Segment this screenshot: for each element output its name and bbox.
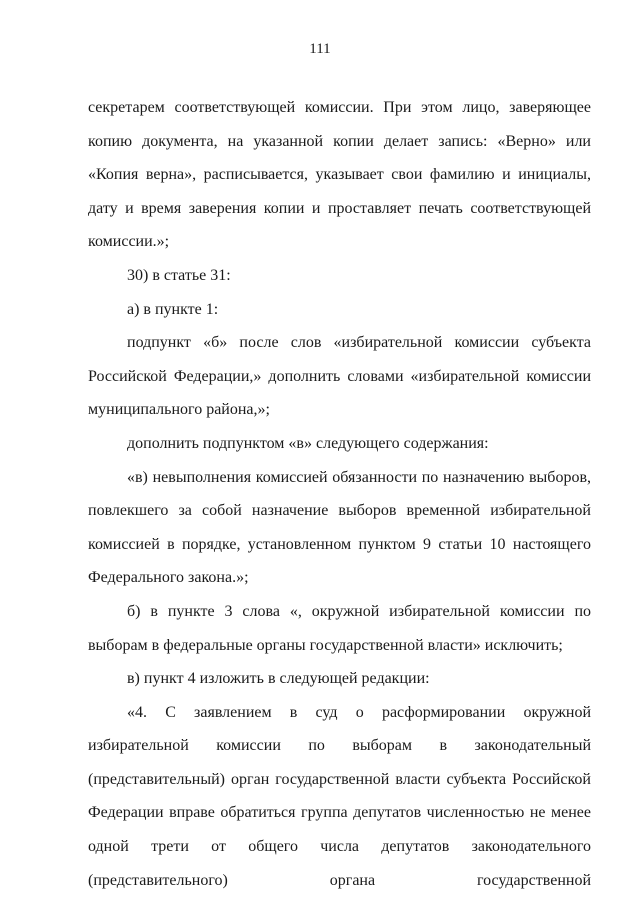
paragraph-continuation: секретарем соответствующей комиссии. При этом лицо, заверяющее копию документа, на указанной копии делает запись: «Верно» или «Копия верна», расписывается, указывает свои фамилию и инициалы, дату и время заверения копии и проставляет печать соответствующей комиссии.»; [88, 99, 591, 251]
paragraph-subitem-v: в) пункт 4 изложить в следующей редакции: [127, 670, 430, 688]
paragraph-subitem-b: б) в пункте 3 слова «, окружной избирательной комиссии по выборам в федеральные органы государственной власти» исключить; [88, 602, 591, 654]
paragraph-subpoint-v-text: «в) невыполнения комиссией обязанности по назначению выборов, повлекшего за собой назначение выборов временной избирательной комиссией в порядке, установленном пунктом 9 статьи 10 настоящего Федерального закона.»; [88, 468, 591, 587]
paragraph-point-4: «4. С заявлением в суд о расформировании окружной избирательной комиссии по выборам в законодательный (представительный) орган государственной власти субъекта Российской Федерации вправе обратиться группа депутатов численностью не менее одной трети от общего числа депутатов законодательного (представительного) органа государственной [88, 703, 591, 889]
page-number: 111 [309, 41, 331, 57]
paragraph-subpoint-b: подпункт «б» после слов «избирательной комиссии субъекта Российской Федерации,» дополнить словами «избирательной комиссии муниципального района,»; [88, 334, 591, 419]
paragraph-add-subpoint-v: дополнить подпунктом «в» следующего содержания: [127, 434, 489, 452]
document-body [88, 91, 591, 897]
paragraph-item-30: 30) в статье 31: [127, 266, 231, 284]
paragraph-subitem-a: а) в пункте 1: [127, 300, 219, 318]
